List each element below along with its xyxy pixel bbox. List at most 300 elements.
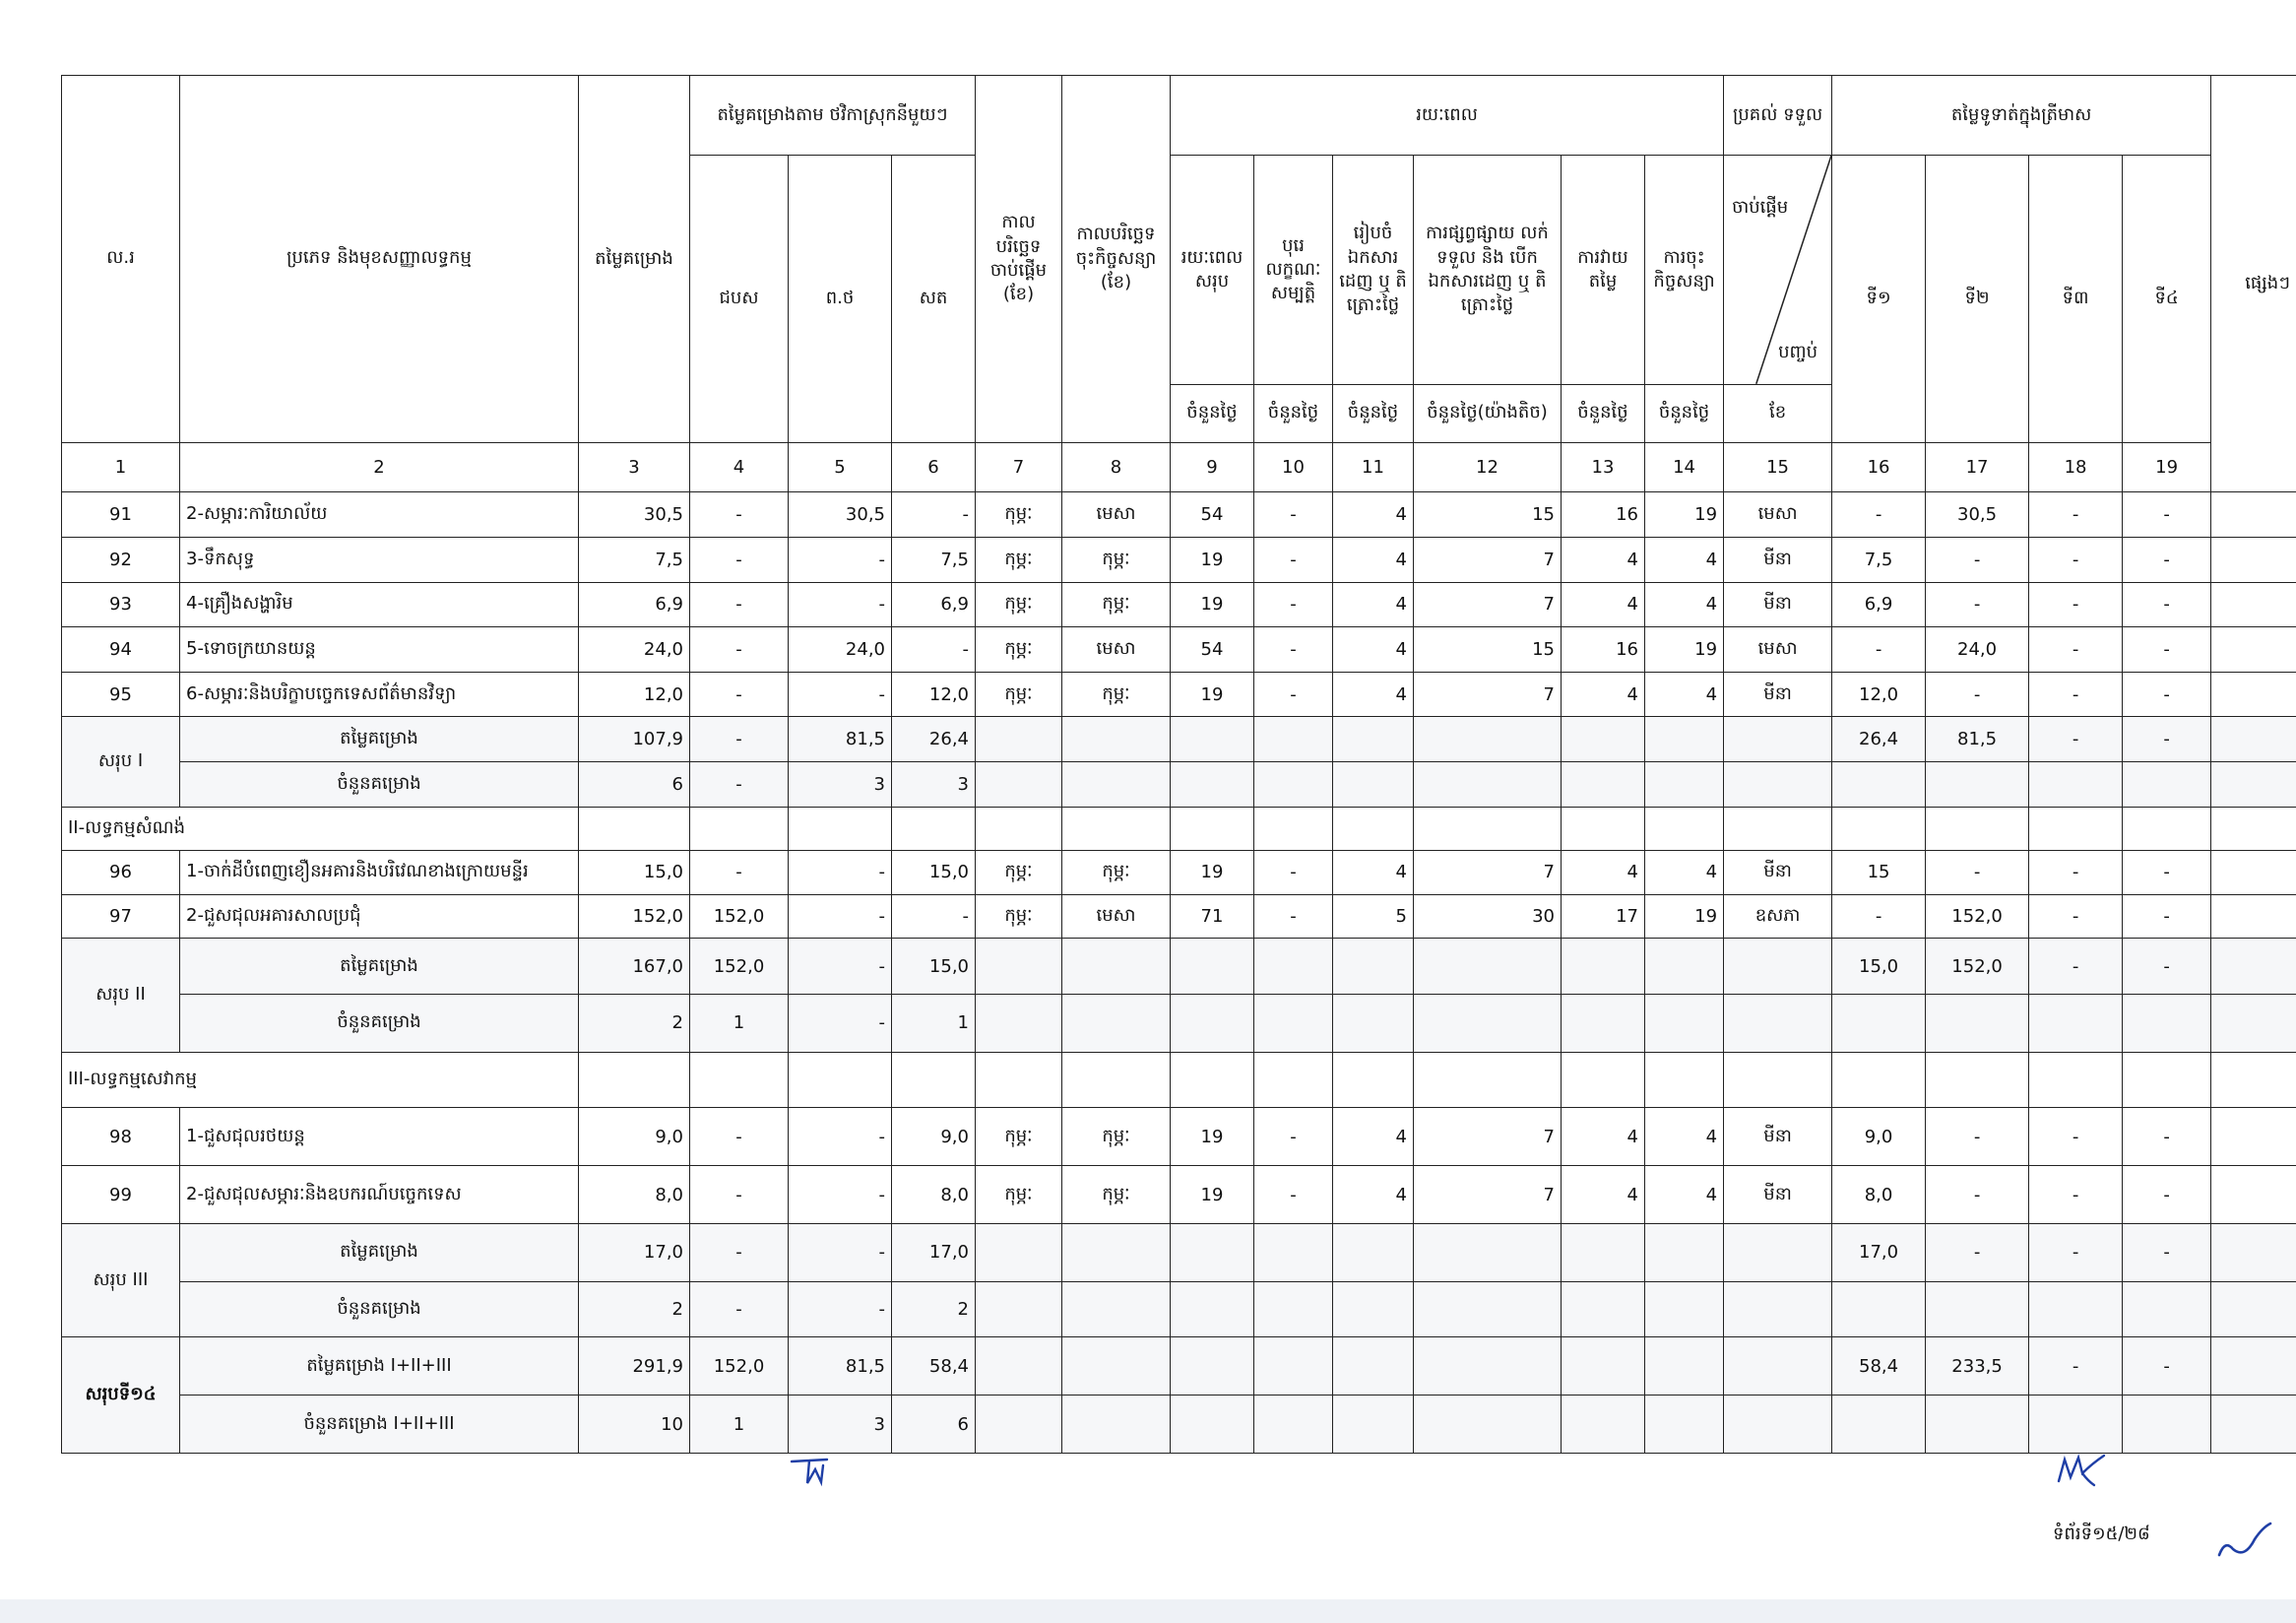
q4-value: - [2123, 492, 2211, 538]
total-q4: - [2123, 1223, 2211, 1281]
estimate-value: 7,5 [579, 538, 690, 583]
empty-cell [1724, 994, 1832, 1052]
total-estimate-s3: 17,0 [892, 1223, 976, 1281]
total-q3: - [2029, 717, 2123, 762]
empty-cell [1333, 1281, 1414, 1337]
empty-cell [1414, 1396, 1562, 1454]
q3-value: - [2029, 672, 2123, 717]
empty-cell [1724, 939, 1832, 995]
total-estimate-s1: - [690, 717, 789, 762]
delivery-month: មីនា [1724, 582, 1832, 627]
empty-cell [976, 1223, 1062, 1281]
duration-prepare: 4 [1333, 582, 1414, 627]
q3-value: - [2029, 1108, 2123, 1166]
source-3-value: 8,0 [892, 1166, 976, 1224]
q3-value: - [2029, 627, 2123, 673]
empty-cell [1062, 761, 1171, 807]
total-q1: 58,4 [1832, 1337, 1926, 1396]
other-cell [2211, 939, 2296, 995]
item-name: 2-សម្ភារៈការិយាល័យ [180, 492, 579, 538]
other-cell [2211, 1396, 2296, 1454]
empty-cell [1724, 761, 1832, 807]
sign-month: មេសា [1062, 627, 1171, 673]
header-group-delivery: ប្រគល់ ទទួល [1724, 76, 1832, 156]
item-name: 2-ជួសជុលសម្ភារៈនិងឧបករណ៍បច្ចេកទេស [180, 1166, 579, 1224]
empty-cell [1562, 717, 1645, 762]
duration-evaluate: 4 [1562, 1108, 1645, 1166]
table-row [62, 851, 2296, 895]
subtotal-1 [62, 717, 2296, 807]
q2-value: 152,0 [1926, 894, 2029, 939]
q3-value: - [2029, 894, 2123, 939]
duration-advertise: 7 [1414, 1166, 1562, 1224]
start-month: កុម្ភៈ [976, 1166, 1062, 1224]
q1-value: 6,9 [1832, 582, 1926, 627]
source-2-value: - [789, 538, 892, 583]
rows-group-3 [62, 1108, 2296, 1224]
total-estimate-s3: 26,4 [892, 717, 976, 762]
other-cell [2211, 582, 2296, 627]
page-signature-mark [2215, 1520, 2274, 1561]
empty-cell [1724, 1396, 1832, 1454]
other-cell [2211, 492, 2296, 538]
header-start-date: កាលបរិច្ឆេទ ចាប់ផ្តើម (ខែ) [976, 76, 1062, 443]
empty-cell [1645, 939, 1724, 995]
column-number: 19 [2123, 442, 2211, 492]
estimate-value: 9,0 [579, 1108, 690, 1166]
item-name: 1-ជួសជុលរថយន្ត [180, 1108, 579, 1166]
table-row [62, 627, 2296, 673]
empty-cell [1645, 1223, 1724, 1281]
duration-contract: 4 [1645, 672, 1724, 717]
total-estimate-s1: 152,0 [690, 1337, 789, 1396]
empty-cell [1926, 1281, 2029, 1337]
header-group-duration: រយៈពេល [1171, 76, 1724, 156]
empty-cell [1414, 994, 1562, 1052]
empty-cell [976, 994, 1062, 1052]
grand-total [62, 1337, 2296, 1454]
other-cell [2211, 1166, 2296, 1224]
total-estimate-est: 17,0 [579, 1223, 690, 1281]
empty-cell [1414, 939, 1562, 995]
table-row [62, 582, 2296, 627]
column-number: 2 [180, 442, 579, 492]
total-q2: 81,5 [1926, 717, 2029, 762]
duration-contract: 19 [1645, 627, 1724, 673]
empty-cell [1171, 717, 1254, 762]
column-number: 5 [789, 442, 892, 492]
empty-cell [976, 761, 1062, 807]
duration-prequal: - [1254, 1108, 1333, 1166]
empty-cell [1254, 994, 1333, 1052]
q1-value: 8,0 [1832, 1166, 1926, 1224]
q4-value: - [2123, 894, 2211, 939]
source-1-value: - [690, 1108, 789, 1166]
empty-cell [1062, 1396, 1171, 1454]
row-number: 98 [62, 1108, 180, 1166]
empty-cell [1832, 1396, 1926, 1454]
column-number: 15 [1724, 442, 1832, 492]
column-number: 9 [1171, 442, 1254, 492]
duration-evaluate: 4 [1562, 538, 1645, 583]
duration-total: 19 [1171, 538, 1254, 583]
q4-value: - [2123, 851, 2211, 895]
q1-value: - [1832, 894, 1926, 939]
sign-month: កុម្ភៈ [1062, 582, 1171, 627]
total-q2: 152,0 [1926, 939, 2029, 995]
total-count-est: 6 [579, 761, 690, 807]
duration-prequal: - [1254, 672, 1333, 717]
q1-value: 15 [1832, 851, 1926, 895]
empty-cell [1645, 1281, 1724, 1337]
start-month: កុម្ភៈ [976, 672, 1062, 717]
unit-days-total: ចំនួនថ្ងៃ [1171, 385, 1254, 443]
header-q4: ទី៤ [2123, 156, 2211, 443]
duration-prepare: 4 [1333, 1108, 1414, 1166]
header-duration-contract: ការចុះ កិច្ចសន្យា [1645, 156, 1724, 385]
delivery-month: មេសា [1724, 627, 1832, 673]
empty-cell [1062, 717, 1171, 762]
total-estimate-s2: - [789, 1223, 892, 1281]
initial-signature-right [2053, 1452, 2112, 1491]
empty-cell [2029, 994, 2123, 1052]
empty-cell [1254, 1396, 1333, 1454]
q4-value: - [2123, 538, 2211, 583]
empty-cell [2029, 761, 2123, 807]
source-3-value: 9,0 [892, 1108, 976, 1166]
duration-advertise: 30 [1414, 894, 1562, 939]
sign-month: មេសា [1062, 894, 1171, 939]
total-estimate-s2: 81,5 [789, 1337, 892, 1396]
row-number: 91 [62, 492, 180, 538]
duration-total: 54 [1171, 627, 1254, 673]
duration-evaluate: 4 [1562, 1166, 1645, 1224]
sign-month: កុម្ភៈ [1062, 672, 1171, 717]
empty-cell [1414, 761, 1562, 807]
column-number: 1 [62, 442, 180, 492]
total-count-s1: - [690, 1281, 789, 1337]
other-cell [2211, 851, 2296, 895]
row-number: 93 [62, 582, 180, 627]
column-number: 16 [1832, 442, 1926, 492]
estimate-value: 12,0 [579, 672, 690, 717]
table-row [62, 894, 2296, 939]
other-cell [2211, 538, 2296, 583]
sign-month: កុម្ភៈ [1062, 1166, 1171, 1224]
header-duration-prequal: បុរេ លក្ខណៈ សម្បត្តិ [1254, 156, 1333, 385]
q2-value: 30,5 [1926, 492, 2029, 538]
empty-cell [1171, 1396, 1254, 1454]
estimate-value: 30,5 [579, 492, 690, 538]
source-2-value: - [789, 894, 892, 939]
source-2-value: - [789, 1108, 892, 1166]
empty-cell [1832, 761, 1926, 807]
column-number: 6 [892, 442, 976, 492]
duration-evaluate: 16 [1562, 627, 1645, 673]
other-cell [2211, 1337, 2296, 1396]
total-estimate-s3: 58,4 [892, 1337, 976, 1396]
start-month: កុម្ភៈ [976, 894, 1062, 939]
unit-days-prequal: ចំនួនថ្ងៃ [1254, 385, 1333, 443]
duration-contract: 4 [1645, 851, 1724, 895]
delivery-month: ឧសភា [1724, 894, 1832, 939]
table-row [62, 538, 2296, 583]
header-src2: ព.ថ [789, 156, 892, 443]
empty-cell [1171, 1223, 1254, 1281]
total-estimate-label: តម្លៃគម្រោង [180, 939, 579, 995]
delivery-month: មីនា [1724, 672, 1832, 717]
empty-cell [1254, 1337, 1333, 1396]
empty-cell [1254, 939, 1333, 995]
row-number: 99 [62, 1166, 180, 1224]
empty-cell [1832, 994, 1926, 1052]
q1-value: 9,0 [1832, 1108, 1926, 1166]
delivery-month: មេសា [1724, 492, 1832, 538]
header-q2: ទី២ [1926, 156, 2029, 443]
estimate-value: 6,9 [579, 582, 690, 627]
column-number: 4 [690, 442, 789, 492]
delivery-month: មីនា [1724, 538, 1832, 583]
source-3-value: - [892, 627, 976, 673]
q2-value: 24,0 [1926, 627, 2029, 673]
start-month: កុម្ភៈ [976, 851, 1062, 895]
empty-cell [1562, 1337, 1645, 1396]
header-sign-date: កាលបរិច្ឆេទ ចុះកិច្ចសន្យា (ខែ) [1062, 76, 1171, 443]
duration-prequal: - [1254, 1166, 1333, 1224]
empty-cell [1171, 994, 1254, 1052]
total-count-s1: 1 [690, 994, 789, 1052]
total-count-s2: 3 [789, 1396, 892, 1454]
empty-cell [1926, 994, 2029, 1052]
column-number: 18 [2029, 442, 2123, 492]
empty-cell [1333, 994, 1414, 1052]
duration-prepare: 5 [1333, 894, 1414, 939]
duration-contract: 19 [1645, 492, 1724, 538]
total-label: សរុបទី១៤ [62, 1337, 180, 1454]
empty-cell [2123, 1281, 2211, 1337]
total-q2: - [1926, 1223, 2029, 1281]
total-count-s2: 3 [789, 761, 892, 807]
empty-cell [1645, 761, 1724, 807]
column-number: 12 [1414, 442, 1562, 492]
empty-cell [1062, 939, 1171, 995]
total-estimate-label: តម្លៃគម្រោង I+II+III [180, 1337, 579, 1396]
empty-cell [1414, 717, 1562, 762]
total-estimate-s2: - [789, 939, 892, 995]
unit-days-advertise: ចំនួនថ្ងៃ(យ៉ាងតិច) [1414, 385, 1562, 443]
empty-cell [1562, 1281, 1645, 1337]
source-3-value: 12,0 [892, 672, 976, 717]
header-duration-total: រយៈពេល សរុប [1171, 156, 1254, 385]
other-cell [2211, 894, 2296, 939]
empty-cell [1171, 1337, 1254, 1396]
total-q1: 26,4 [1832, 717, 1926, 762]
duration-evaluate: 4 [1562, 672, 1645, 717]
duration-prequal: - [1254, 582, 1333, 627]
source-1-value: - [690, 582, 789, 627]
other-cell [2211, 627, 2296, 673]
empty-cell [1333, 761, 1414, 807]
empty-cell [2123, 994, 2211, 1052]
total-q1: 15,0 [1832, 939, 1926, 995]
delivery-end-label: បញ្ចប់ [1778, 342, 1818, 363]
empty-cell [976, 1281, 1062, 1337]
item-name: 2-ជួសជុលអគារសាលប្រជុំ [180, 894, 579, 939]
empty-cell [1414, 1337, 1562, 1396]
header-group-source: តម្លៃគម្រោងតាម ថវិកាស្រុកនីមួយៗ [690, 76, 976, 156]
q3-value: - [2029, 582, 2123, 627]
total-estimate-row [62, 717, 2296, 762]
total-q4: - [2123, 1337, 2211, 1396]
duration-contract: 4 [1645, 582, 1724, 627]
duration-evaluate: 17 [1562, 894, 1645, 939]
q1-value: 12,0 [1832, 672, 1926, 717]
header-src1: ជបស [690, 156, 789, 443]
table-row [62, 672, 2296, 717]
item-name: 4-គ្រឿងសង្ហារិម [180, 582, 579, 627]
duration-evaluate: 4 [1562, 851, 1645, 895]
empty-cell [1414, 1281, 1562, 1337]
header-group-payment: តម្លៃទូទាត់ក្នុងត្រីមាស [1832, 76, 2211, 156]
other-cell [2211, 717, 2296, 762]
empty-cell [1562, 994, 1645, 1052]
duration-prepare: 4 [1333, 538, 1414, 583]
empty-cell [1562, 1223, 1645, 1281]
total-label: សរុប II [62, 939, 180, 1052]
q4-value: - [2123, 582, 2211, 627]
empty-cell [2123, 761, 2211, 807]
total-q3: - [2029, 939, 2123, 995]
start-month: កុម្ភៈ [976, 492, 1062, 538]
total-estimate-label: តម្លៃគម្រោង [180, 1223, 579, 1281]
start-month: កុម្ភៈ [976, 582, 1062, 627]
total-estimate-s3: 15,0 [892, 939, 976, 995]
empty-cell [2029, 1396, 2123, 1454]
total-count-s1: 1 [690, 1396, 789, 1454]
subtotal-3 [62, 1223, 2296, 1336]
duration-prequal: - [1254, 851, 1333, 895]
item-name: 5-ទោចក្រយានយន្ត [180, 627, 579, 673]
q2-value: - [1926, 538, 2029, 583]
section-3-row [62, 1052, 2296, 1108]
section-2-title: II-លទ្ធកម្មសំណង់ [62, 807, 579, 851]
total-count-s3: 6 [892, 1396, 976, 1454]
sign-month: មេសា [1062, 492, 1171, 538]
total-q3: - [2029, 1337, 2123, 1396]
source-1-value: - [690, 492, 789, 538]
estimate-value: 152,0 [579, 894, 690, 939]
row-number: 97 [62, 894, 180, 939]
duration-prepare: 4 [1333, 1166, 1414, 1224]
source-1-value: - [690, 1166, 789, 1224]
source-3-value: 6,9 [892, 582, 976, 627]
empty-cell [1645, 1396, 1724, 1454]
empty-cell [2029, 1281, 2123, 1337]
other-cell [2211, 1281, 2296, 1337]
start-month: កុម្ភៈ [976, 538, 1062, 583]
duration-total: 19 [1171, 582, 1254, 627]
duration-advertise: 7 [1414, 851, 1562, 895]
total-q4: - [2123, 939, 2211, 995]
total-estimate-s1: 152,0 [690, 939, 789, 995]
source-3-value: - [892, 894, 976, 939]
header-delivery-range [1724, 156, 1832, 385]
rows-group-2 [62, 851, 2296, 939]
empty-cell [1724, 1223, 1832, 1281]
column-number: 3 [579, 442, 690, 492]
empty-cell [976, 1337, 1062, 1396]
empty-cell [1171, 1281, 1254, 1337]
total-count-label: ចំនួនគម្រោង [180, 761, 579, 807]
total-count-s1: - [690, 761, 789, 807]
total-q2: 233,5 [1926, 1337, 2029, 1396]
total-estimate-est: 291,9 [579, 1337, 690, 1396]
total-label: សរុប III [62, 1223, 180, 1336]
source-3-value: 7,5 [892, 538, 976, 583]
header-estimate: តម្លៃគម្រោង [579, 76, 690, 443]
total-estimate-row [62, 1337, 2296, 1396]
total-estimate-s2: 81,5 [789, 717, 892, 762]
empty-cell [1062, 1223, 1171, 1281]
total-q3: - [2029, 1223, 2123, 1281]
table-row [62, 1166, 2296, 1224]
other-cell [2211, 1223, 2296, 1281]
duration-prequal: - [1254, 538, 1333, 583]
empty-cell [1333, 1396, 1414, 1454]
header-row-1 [62, 76, 2296, 156]
duration-total: 19 [1171, 1108, 1254, 1166]
table-row [62, 492, 2296, 538]
column-number-row [62, 442, 2296, 492]
column-number: 10 [1254, 442, 1333, 492]
procurement-plan-table [61, 75, 2296, 1454]
duration-prequal: - [1254, 492, 1333, 538]
header-other: ផ្សេងៗ [2211, 76, 2296, 492]
q3-value: - [2029, 1166, 2123, 1224]
empty-cell [1333, 939, 1414, 995]
q1-value: - [1832, 627, 1926, 673]
empty-cell [1645, 717, 1724, 762]
column-number: 17 [1926, 442, 2029, 492]
item-name: 6-សម្ភារៈនិងបរិក្ខាបច្ចេកទេសព័ត៌មានវិទ្យា [180, 672, 579, 717]
total-q4: - [2123, 717, 2211, 762]
empty-cell [1562, 1396, 1645, 1454]
column-number: 7 [976, 442, 1062, 492]
duration-contract: 4 [1645, 1108, 1724, 1166]
sign-month: កុម្ភៈ [1062, 851, 1171, 895]
source-2-value: 24,0 [789, 627, 892, 673]
header-q3: ទី៣ [2029, 156, 2123, 443]
total-count-s2: - [789, 1281, 892, 1337]
duration-contract: 19 [1645, 894, 1724, 939]
q3-value: - [2029, 851, 2123, 895]
total-count-s3: 1 [892, 994, 976, 1052]
other-cell [2211, 672, 2296, 717]
source-2-value: - [789, 672, 892, 717]
source-3-value: - [892, 492, 976, 538]
header-no: ល.រ [62, 76, 180, 443]
duration-advertise: 7 [1414, 672, 1562, 717]
empty-cell [2123, 1396, 2211, 1454]
empty-cell [1414, 1223, 1562, 1281]
empty-cell [1254, 717, 1333, 762]
total-count-row [62, 994, 2296, 1052]
delivery-month: មីនា [1724, 851, 1832, 895]
q2-value: - [1926, 851, 2029, 895]
row-number: 94 [62, 627, 180, 673]
q4-value: - [2123, 672, 2211, 717]
q2-value: - [1926, 1108, 2029, 1166]
